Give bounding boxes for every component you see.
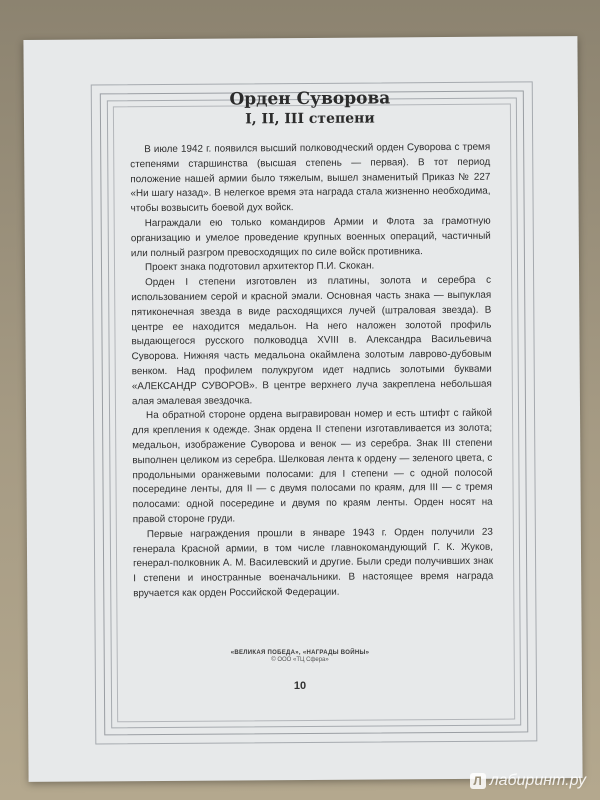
paragraph: Первые награждения прошли в январе 1943 г. Орден получили 23 генерала Красной армии, в том числе главнокомандующий Г. К. Жуков, генерал-полковник А. М. Василевский и другие. Были среди получивших знак I степени и иностранные военачальники. В настоящее время награда вручается как орден Российской Федерации.: [132, 526, 494, 600]
page-title: Орден Суворова: [229, 88, 391, 110]
paragraph: В июле 1942 г. появился высший полководческий орден Суворова с тремя степенями старшинства (высшая степень — первая). В тот период положение нашей армии было тяжелым, вышел знаменитый Приказ № 227 «Ни шагу назад». В нелегкое время эта награда стала жизненно необходима, чтобы возвысить боевой дух войск.: [130, 141, 491, 215]
paragraph: Орден I степени изготовлен из платины, золота и серебра с использованием серой и красной эмали. Основная часть знака — выпуклая пятиконечная звезда в виде расходящихся лучей (штраловая звезда). В центре ее находится медальон. На него наложен золотой профиль выдающегося русского полководца XVIII в. Александра Васильевича Суворова. Нижняя часть медальона окаймлена золотым лаврово-дубовым венком. Над профилем полукругом идет надпись золотыми буквами «АЛЕКСАНДР СУВОРОВ». В центре верхнего луча закреплена небольшая алая эмалевая звездочка.: [131, 274, 492, 407]
article-body: [130, 141, 493, 602]
page-footer: [0, 650, 600, 663]
labirint-logo-icon: Л: [470, 773, 486, 789]
book-page: [23, 36, 582, 782]
paragraph: На обратной стороне ордена выгравирован номер и есть штифт с гайкой для крепления к одежде. Знак ордена II степени изготавливается из золота; медальон, изображение Суворова и венок — из серебра. Знак III степени выполнен целиком из серебра. Шелковая лента к ордену — зеленого цвета, с продольными оранжевыми полосами: для I степени — с одной полосой посередине ленты, для II — с двумя полосами по краям, для III — с тремя полосами: одной посередине и двумя по краям ленты. Орден носят на правой стороне груди.: [132, 408, 493, 526]
paragraph: Награждали ею только командиров Армии и Флота за грамотную организацию и умелое проведение крупных военных операций, частичный или полный разгром превосходящих по силе войск противника.: [130, 215, 491, 259]
page-content: [130, 87, 494, 602]
copyright-notice: © ООО «ТЦ Сфера»: [271, 657, 329, 663]
watermark: [470, 772, 586, 790]
page-number: 10: [289, 678, 311, 694]
series-title: «ВЕЛИКАЯ ПОБЕДА», «НАГРАДЫ ВОЙНЫ»: [230, 650, 370, 656]
page-subtitle: I, II, III степени: [245, 110, 375, 128]
paragraph: Проект знака подготовил архитектор П.И. Скокан.: [144, 260, 375, 274]
watermark-text: лабиринт.ру: [489, 772, 586, 789]
